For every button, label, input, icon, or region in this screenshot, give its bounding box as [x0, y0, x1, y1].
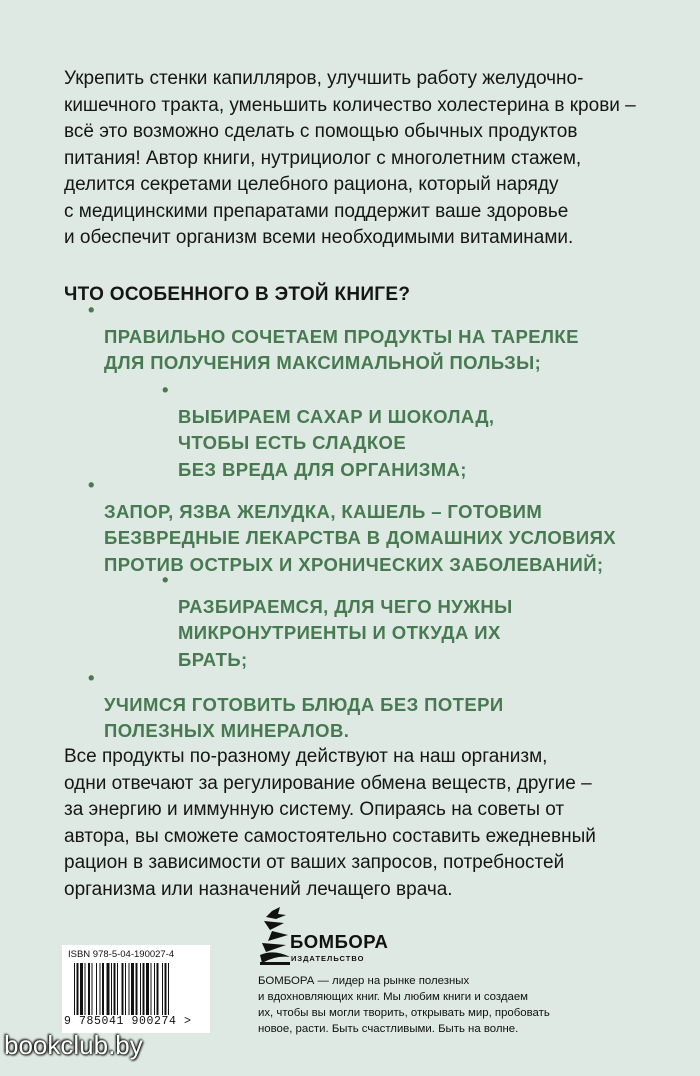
- publisher-subtitle: ИЗДАТЕЛЬСТВО: [291, 954, 365, 963]
- outro-paragraph: Все продукты по-разному действуют на наш организм, одни отвечают за регулирование обмена веществ, другие – за энергию и иммунную систему. Опираясь на советы от автора, вы сможете самостоятельно составить ежедневный рацион в зависимости от ваших запросов, потребностей организма или назначений лечащего врача.: [64, 746, 596, 900]
- feature-item: [162, 567, 513, 673]
- feature-item: [88, 665, 504, 745]
- barcode-number: 9 785041 900274 >: [64, 1015, 192, 1028]
- feature-text: ВЫБИРАЕМ САХАР И ШОКОЛАД, ЧТОБЫ ЕСТЬ СЛАДКОЕ БЕЗ ВРЕДА ДЛЯ ОРГАНИЗМА;: [178, 405, 495, 480]
- bombora-logo-icon: [258, 905, 292, 967]
- bullet-marker: •: [88, 299, 95, 320]
- feature-text: УЧИМСЯ ГОТОВИТЬ БЛЮДА БЕЗ ПОТЕРИ ПОЛЕЗНЫХ МИНЕРАЛОВ.: [104, 693, 504, 741]
- watermark: bookclub.by: [4, 1030, 143, 1060]
- publisher-description: БОМБОРА — лидер на рынке полезных и вдохновляющих книг. Мы любим книги и создаем их, чтобы вы могли творить, открывать мир, пробовать новое, расти. Быть счастливыми. Быть на волне.: [258, 975, 550, 1035]
- feature-item: [88, 472, 617, 578]
- feature-text: РАЗБИРАЕМСЯ, ДЛЯ ЧЕГО НУЖНЫ МИКРОНУТРИЕНТЫ И ОТКУДА ИХ БРАТЬ;: [178, 595, 513, 670]
- bullet-marker: •: [88, 474, 95, 495]
- barcode-bars: [74, 963, 200, 1017]
- feature-item: [162, 377, 495, 483]
- intro-paragraph: Укрепить стенки капилляров, улучшить работу желудочно- кишечного тракта, уменьшить количество холестерина в крови – всё это возможно сделать с помощью обычных продуктов питания! Автор книги, нутрициолог с многолетним стажем, делится секретами целебного рациона, который наряду с медицинскими препаратами поддержит ваше здоровье и обеспечит организм всеми необходимыми витаминами.: [64, 68, 636, 248]
- bullet-marker: •: [162, 379, 169, 400]
- bullet-marker: •: [162, 569, 169, 590]
- barcode: [62, 945, 210, 1033]
- feature-text: ПРАВИЛЬНО СОЧЕТАЕМ ПРОДУКТЫ НА ТАРЕЛКЕ ДЛЯ ПОЛУЧЕНИЯ МАКСИМАЛЬНОЙ ПОЛЬЗЫ;: [104, 325, 579, 373]
- feature-item: [88, 297, 579, 377]
- publisher-name: БОМБОРА: [290, 931, 389, 952]
- bullet-marker: •: [88, 667, 95, 688]
- features-heading: ЧТО ОСОБЕННОГО В ЭТОЙ КНИГЕ?: [64, 284, 411, 305]
- isbn-label: ISBN 978-5-04-190027-4: [68, 949, 175, 960]
- feature-text: ЗАПОР, ЯЗВА ЖЕЛУДКА, КАШЕЛЬ – ГОТОВИМ БЕЗВРЕДНЫЕ ЛЕКАРСТВА В ДОМАШНИХ УСЛОВИЯХ ПРОТИВ ОСТРЫХ И ХРОНИЧЕСКИХ ЗАБОЛЕВАНИЙ;: [104, 500, 617, 575]
